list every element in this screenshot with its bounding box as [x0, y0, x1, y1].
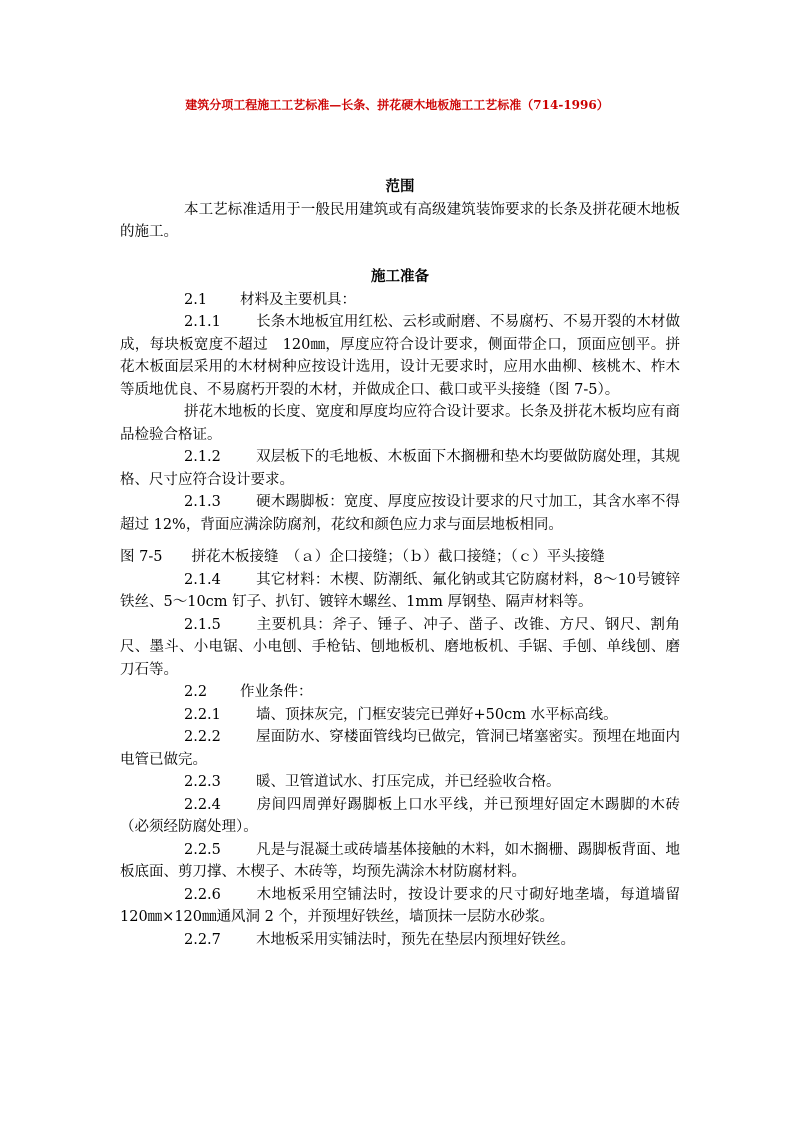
item-number: 2.2.2 — [184, 729, 221, 745]
item-2-2-2 — [120, 726, 680, 771]
item-text: 房间四周弹好踢脚板上口水平线，并已预埋好固定木踢脚的木砖（必须经防腐处理）。 — [120, 796, 680, 835]
item-number: 2.2.7 — [184, 931, 221, 948]
item-number: 2.2.6 — [184, 886, 221, 903]
item-number: 2.1.4 — [184, 571, 221, 588]
item-number: 2.1 — [184, 291, 208, 308]
item-text: 主要机具：斧子、锤子、冲子、凿子、改锥、方尺、钢尺、割角尺、墨斗、小电锯、小电刨、手枪钻、刨地板机、磨地板机、手锯、手刨、单线刨、磨刀石等。 — [120, 616, 680, 678]
item-text: 凡是与混凝土或砖墙基体接触的木料，如木搁栅、踢脚板背面、地板底面、剪刀撑、木楔子、木砖等，均预先满涂木材防腐材料。 — [120, 841, 680, 880]
item-text: 木地板采用实铺法时，预先在垫层内预埋好铁丝。 — [256, 931, 575, 948]
item-2-1-4 — [120, 569, 680, 614]
item-2-2-1 — [120, 704, 680, 727]
item-text: 屋面防水、穿楼面管线均已做完，管洞已堵塞密实。预埋在地面内电管已做完。 — [120, 729, 680, 768]
spacer — [120, 536, 680, 546]
item-2-2-6 — [120, 884, 680, 929]
item-number: 2.2.1 — [184, 706, 221, 723]
item-text: 材料及主要机具： — [240, 291, 356, 308]
item-2-1 — [120, 289, 680, 312]
section-heading-scope: 范围 — [385, 178, 415, 195]
item-number: 2.1.5 — [184, 616, 221, 633]
item-number: 2.2.4 — [184, 796, 221, 813]
figure-caption: 图 7-5 拼花木板接缝 （ａ）企口接缝；（ｂ）截口接缝；（ｃ）平头接缝 — [120, 549, 605, 565]
item-text: 其它材料：木楔、防潮纸、氟化钠或其它防腐材料，8～10号镀锌铁丝、5～10cm 钉子、扒钉、镀锌木螺丝、1mm 厚钢垫、隔声材料等。 — [120, 571, 680, 610]
item-text: 暖、卫管道试水、打压完成，并已经验收合格。 — [256, 774, 561, 790]
item-2-2-4 — [120, 794, 680, 839]
item-text: 硬木踢脚板：宽度、厚度应按设计要求的尺寸加工，其含水率不得超过 12%，背面应满涂防腐剂，花纹和颜色应力求与面层地板相同。 — [120, 494, 680, 533]
item-number: 2.2.5 — [184, 841, 221, 858]
item-number: 2.1.1 — [184, 314, 221, 330]
item-number: 2.1.2 — [184, 449, 221, 465]
item-2-2 — [120, 681, 680, 704]
document-body — [120, 176, 680, 951]
item-number: 2.2.3 — [184, 774, 221, 790]
document-title: 建筑分项工程施工工艺标准—长条、拼花硬木地板施工工艺标准（714-1996） — [185, 98, 609, 112]
item-2-1-1-continued: 拼花木地板的长度、宽度和厚度均应符合设计要求。长条及拼花木板均应有商品检验合格证。 — [120, 404, 680, 443]
item-text: 长条木地板宜用红松、云杉或耐磨、不易腐朽、不易开裂的木材做成，每块板宽度不超过 120㎜，厚度应符合设计要求，侧面带企口，顶面应刨平。拼花木板面层采用的木材树种应按设计选用，设计无要求时，应用水曲柳、核桃木、柞木等质地优良、不易腐朽开裂的木材，并做成企口、截口或平头接缝（图 7-5）。 — [120, 314, 680, 398]
item-number: 2.1.3 — [184, 494, 221, 510]
item-text: 双层板下的毛地板、木板面下木搁栅和垫木均要做防腐处理，其规格、尺寸应符合设计要求。 — [120, 449, 680, 488]
section-heading-preparation: 施工准备 — [371, 268, 429, 285]
spacer — [120, 244, 680, 267]
item-2-1-3 — [120, 491, 680, 536]
item-2-2-3 — [120, 771, 680, 794]
item-number: 2.2 — [184, 684, 208, 700]
item-text: 墙、顶抹灰完，门框安装完已弹好+50cm 水平标高线。 — [256, 706, 618, 723]
item-2-1-5 — [120, 614, 680, 682]
item-2-1-1 — [120, 311, 680, 401]
item-2-2-5 — [120, 839, 680, 884]
scope-paragraph: 本工艺标准适用于一般民用建筑或有高级建筑装饰要求的长条及拼花硬木地板的施工。 — [120, 201, 680, 240]
item-text: 作业条件： — [240, 684, 313, 700]
item-text: 木地板采用空铺法时，按设计要求的尺寸砌好地垄墙，每道墙留 120㎜×120㎜通风洞 2 个，并预埋好铁丝，墙顶抹一层防水砂浆。 — [120, 886, 680, 925]
item-2-1-2 — [120, 446, 680, 491]
item-2-2-7 — [120, 929, 680, 952]
